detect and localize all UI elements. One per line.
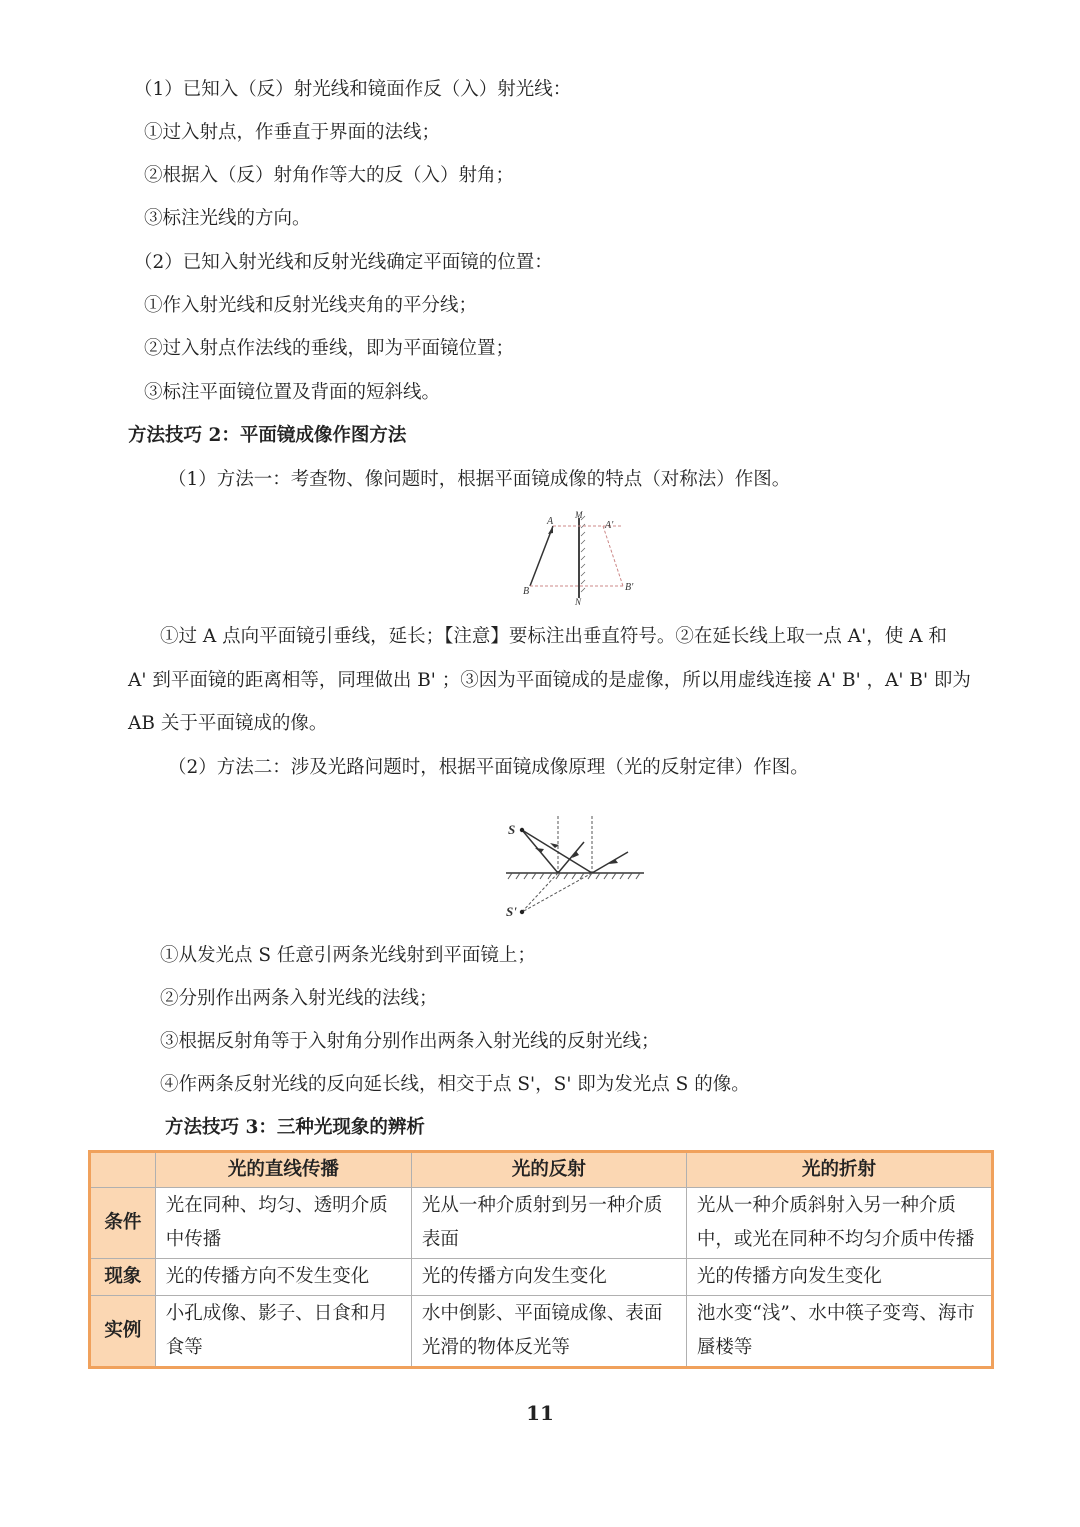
method2-step-4: ④作两条反射光线的反向延长线，相交于点 S'，S' 即为发光点 S 的像。 xyxy=(160,1074,750,1095)
cell-line: 光滑的物体反光等 xyxy=(421,1337,570,1358)
cell-line: 中，或光在同种不均匀介质中传播 xyxy=(696,1229,975,1250)
table-row xyxy=(90,1296,993,1368)
page-number: 11 xyxy=(526,1401,554,1425)
table-row xyxy=(90,1259,993,1296)
cell-line: 食等 xyxy=(165,1337,203,1358)
method1-title: （1）方法一：考查物、像问题时，根据平面镜成像的特点（对称法）作图。 xyxy=(168,469,791,490)
table-cell xyxy=(686,1188,992,1259)
incident-ray-2 xyxy=(522,830,592,873)
label-b-prime: B' xyxy=(625,582,634,593)
method2-step-2: ②分别作出两条入射光线的法线； xyxy=(160,988,438,1009)
cell-line: 光的传播方向发生变化 xyxy=(421,1266,607,1287)
table-header-cell: 光的反射 xyxy=(411,1152,686,1188)
label-a-prime: A' xyxy=(605,520,614,531)
p1-step-3: ③标注光线的方向。 xyxy=(144,208,311,229)
cell-line: 光在同种、均匀、透明介质 xyxy=(165,1195,388,1216)
arrow-head xyxy=(548,526,553,534)
object-arrow-ab xyxy=(530,526,553,586)
table-header-cell xyxy=(90,1152,156,1188)
cell-line: 光从一种介质射到另一种介质 xyxy=(421,1195,663,1216)
method1-line-1: ①过 A 点向平面镜引垂线，延长；【注意】要标注出垂直符号。②在延长线上取一点 A'，使 A 和 xyxy=(160,626,947,647)
method3-heading: 方法技巧 3：三种光现象的辨析 xyxy=(165,1117,425,1138)
label-n: N xyxy=(575,597,582,607)
method2-step-3: ③根据反射角等于入射角分别作出两条入射光线的反射光线； xyxy=(160,1031,660,1052)
point-s-prime xyxy=(520,910,524,914)
comparison-table xyxy=(88,1150,994,1369)
cell-line: 光的传播方向不发生变化 xyxy=(165,1266,370,1287)
cell-line: 水中倒影、平面镜成像、表面 xyxy=(421,1303,663,1324)
label-m: M xyxy=(575,510,583,520)
label-a: A xyxy=(547,516,554,527)
table-cell xyxy=(411,1296,686,1368)
table-cell xyxy=(155,1296,411,1368)
p2-step-1: ①作入射光线和反射光线夹角的平分线； xyxy=(144,295,478,316)
light-path-figure xyxy=(500,808,650,923)
label-s-prime: S' xyxy=(506,904,517,919)
method2-heading: 方法技巧 2：平面镜成像作图方法 xyxy=(128,425,407,446)
p1-step-2: ②根据入（反）射角作等大的反（入）射角； xyxy=(144,165,515,186)
table-cell xyxy=(411,1188,686,1259)
table-cell xyxy=(411,1259,686,1296)
table-header-cell: 光的折射 xyxy=(686,1152,992,1188)
cell-line: 池水变“浅”、水中筷子变弯、海市 xyxy=(696,1303,975,1324)
row-header: 现象 xyxy=(90,1259,156,1296)
table-header-cell: 光的直线传播 xyxy=(155,1152,411,1188)
cell-line: 蜃楼等 xyxy=(696,1337,753,1358)
label-b: B xyxy=(523,586,530,597)
row-header: 实例 xyxy=(90,1296,156,1368)
cell-line: 中传播 xyxy=(165,1229,222,1250)
cell-line: 小孔成像、影子、日食和月 xyxy=(165,1303,388,1324)
p1-title: （1）已知入（反）射光线和镜面作反（入）射光线： xyxy=(134,79,572,100)
table-header-row xyxy=(90,1152,993,1188)
table-row xyxy=(90,1188,993,1259)
cell-line: 表面 xyxy=(421,1229,459,1250)
table-cell xyxy=(686,1259,992,1296)
method2-step-1: ①从发光点 S 任意引两条光线射到平面镜上； xyxy=(160,945,536,966)
mirror-surface xyxy=(506,873,644,879)
method1-line-2: A' 到平面镜的距离相等，同理做出 B' ；③因为平面镜成的是虚像，所以用虚线连接 A' B' ，A' B' 即为 xyxy=(128,670,971,691)
cell-line: 光从一种介质斜射入另一种介质 xyxy=(696,1195,956,1216)
method1-line-3: AB 关于平面镜成的像。 xyxy=(128,713,328,734)
cell-line: 光的传播方向发生变化 xyxy=(696,1266,882,1287)
label-s: S xyxy=(508,822,516,837)
row-header: 条件 xyxy=(90,1188,156,1259)
table-cell xyxy=(155,1259,411,1296)
p2-step-3: ③标注平面镜位置及背面的短斜线。 xyxy=(144,382,441,403)
p1-step-1: ①过入射点，作垂直于界面的法线； xyxy=(144,122,441,143)
ray-arrow xyxy=(535,848,544,853)
point-s xyxy=(520,828,524,832)
table-cell xyxy=(686,1296,992,1368)
reflected-ray-2 xyxy=(592,852,628,873)
virtual-image-line xyxy=(603,526,623,586)
p2-title: （2）已知入射光线和反射光线确定平面镜的位置： xyxy=(134,252,553,273)
reflected-ray-1 xyxy=(558,842,584,873)
mirror-image-figure xyxy=(515,508,645,608)
p2-step-2: ②过入射点作法线的垂线，即为平面镜位置； xyxy=(144,338,515,359)
table-cell xyxy=(155,1188,411,1259)
method2-title: （2）方法二：涉及光路问题时，根据平面镜成像原理（光的反射定律）作图。 xyxy=(168,757,809,778)
